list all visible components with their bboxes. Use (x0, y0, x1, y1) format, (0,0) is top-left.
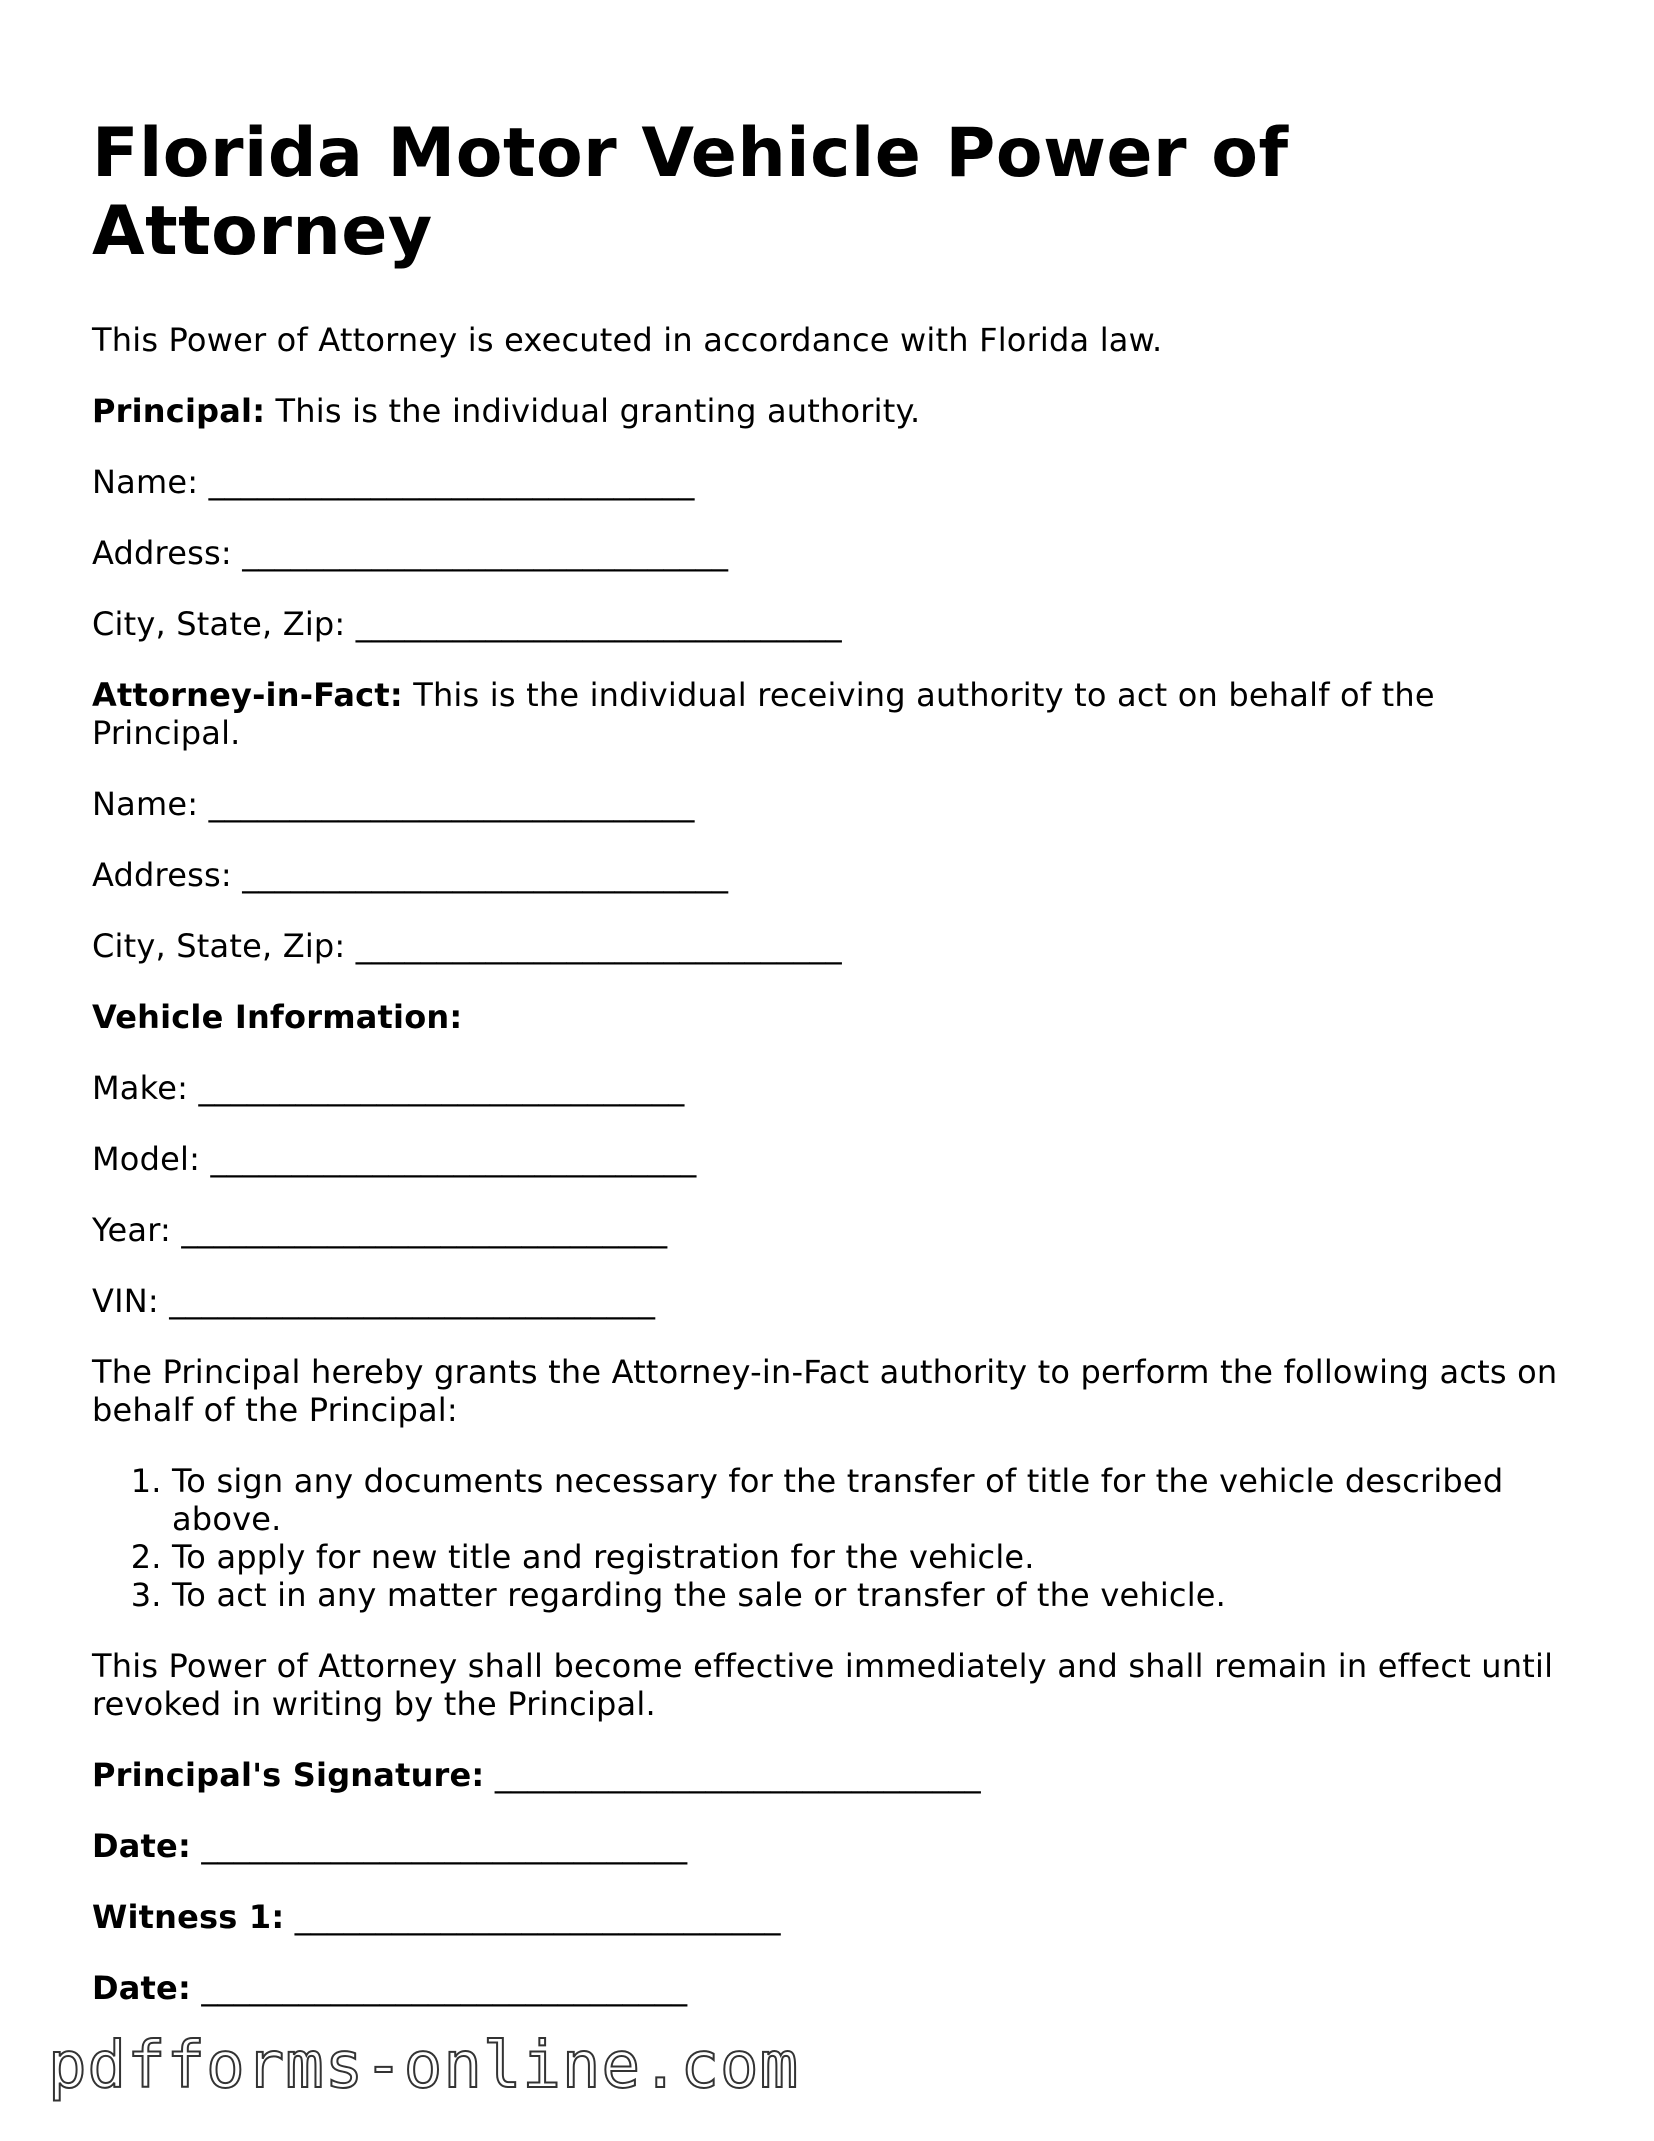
vehicle-section-heading (92, 998, 1592, 1036)
vehicle-year-blank[interactable]: ______________________________ (181, 1211, 668, 1249)
signature-date-field[interactable] (92, 1827, 1592, 1865)
vehicle-year-label: Year: (92, 1211, 182, 1249)
watermark: pdfforms-online.com (48, 2029, 800, 2103)
vehicle-year-field[interactable] (92, 1211, 1592, 1249)
principal-signature-label: Principal's Signature: (92, 1756, 485, 1794)
vehicle-model-label: Model: (92, 1140, 211, 1178)
vehicle-vin-blank[interactable]: ______________________________ (169, 1282, 656, 1320)
signature-date-blank[interactable]: ______________________________ (201, 1827, 688, 1865)
vehicle-heading-label: Vehicle Information: (92, 998, 463, 1036)
vehicle-vin-label: VIN: (92, 1282, 170, 1320)
principal-city-label: City, State, Zip: (92, 605, 356, 643)
list-item: 2. To apply for new title and registration for the vehicle. (172, 1538, 1592, 1576)
principal-city-blank[interactable]: ______________________________ (355, 605, 842, 643)
vehicle-make-field[interactable] (92, 1069, 1592, 1107)
principal-description: This is the individual granting authority. (265, 392, 921, 430)
attorney-name-field[interactable] (92, 785, 1592, 823)
principal-signature-field[interactable] (92, 1756, 1592, 1794)
intro-text: This Power of Attorney is executed in accordance with Florida law. (92, 321, 1163, 359)
witness-date-blank[interactable]: ______________________________ (201, 1969, 688, 2007)
principal-address-blank[interactable]: ______________________________ (242, 534, 729, 572)
attorney-address-label: Address: (92, 856, 243, 894)
principal-address-label: Address: (92, 534, 243, 572)
attorney-section-heading (92, 676, 1592, 752)
principal-signature-blank[interactable]: ______________________________ (494, 1756, 981, 1794)
principal-name-blank[interactable]: ______________________________ (208, 463, 695, 501)
attorney-name-label: Name: (92, 785, 209, 823)
witness-date-label: Date: (92, 1969, 191, 2007)
witness1-blank[interactable]: ______________________________ (294, 1898, 781, 1936)
witness1-field[interactable] (92, 1898, 1592, 1936)
principal-address-field[interactable] (92, 534, 1592, 572)
page-title: Florida Motor Vehicle Power of Attorney (92, 114, 1289, 271)
attorney-city-label: City, State, Zip: (92, 927, 356, 965)
principal-city-field[interactable] (92, 605, 1592, 643)
attorney-description: This is the individual receiving authority to act on behalf of the Principal. (92, 676, 1435, 752)
effective-text: This Power of Attorney shall become effective immediately and shall remain in effect until revoked in writing by the Principal. (92, 1647, 1554, 1723)
attorney-address-field[interactable] (92, 856, 1592, 894)
attorney-address-blank[interactable]: ______________________________ (242, 856, 729, 894)
vehicle-make-blank[interactable]: ______________________________ (198, 1069, 685, 1107)
list-item: 1. To sign any documents necessary for the transfer of title for the vehicle described above. (172, 1462, 1592, 1538)
attorney-heading-label: Attorney-in-Fact: (92, 676, 403, 714)
principal-section-heading (92, 392, 1592, 430)
vehicle-model-blank[interactable]: ______________________________ (210, 1140, 697, 1178)
acts-list (92, 1462, 1592, 1614)
principal-heading-label: Principal: (92, 392, 266, 430)
vehicle-vin-field[interactable] (92, 1282, 1592, 1320)
witness-date-field[interactable] (92, 1969, 1592, 2007)
list-item: 3. To act in any matter regarding the sale or transfer of the vehicle. (172, 1576, 1592, 1614)
principal-name-field[interactable] (92, 463, 1592, 501)
grant-text: The Principal hereby grants the Attorney-in-Fact authority to perform the following acts on behalf of the Principal: (92, 1353, 1558, 1429)
vehicle-make-label: Make: (92, 1069, 199, 1107)
witness1-label: Witness 1: (92, 1898, 285, 1936)
principal-name-label: Name: (92, 463, 209, 501)
signature-date-label: Date: (92, 1827, 191, 1865)
attorney-city-field[interactable] (92, 927, 1592, 965)
attorney-city-blank[interactable]: ______________________________ (355, 927, 842, 965)
document-page (92, 115, 1592, 2040)
attorney-name-blank[interactable]: ______________________________ (208, 785, 695, 823)
vehicle-model-field[interactable] (92, 1140, 1592, 1178)
